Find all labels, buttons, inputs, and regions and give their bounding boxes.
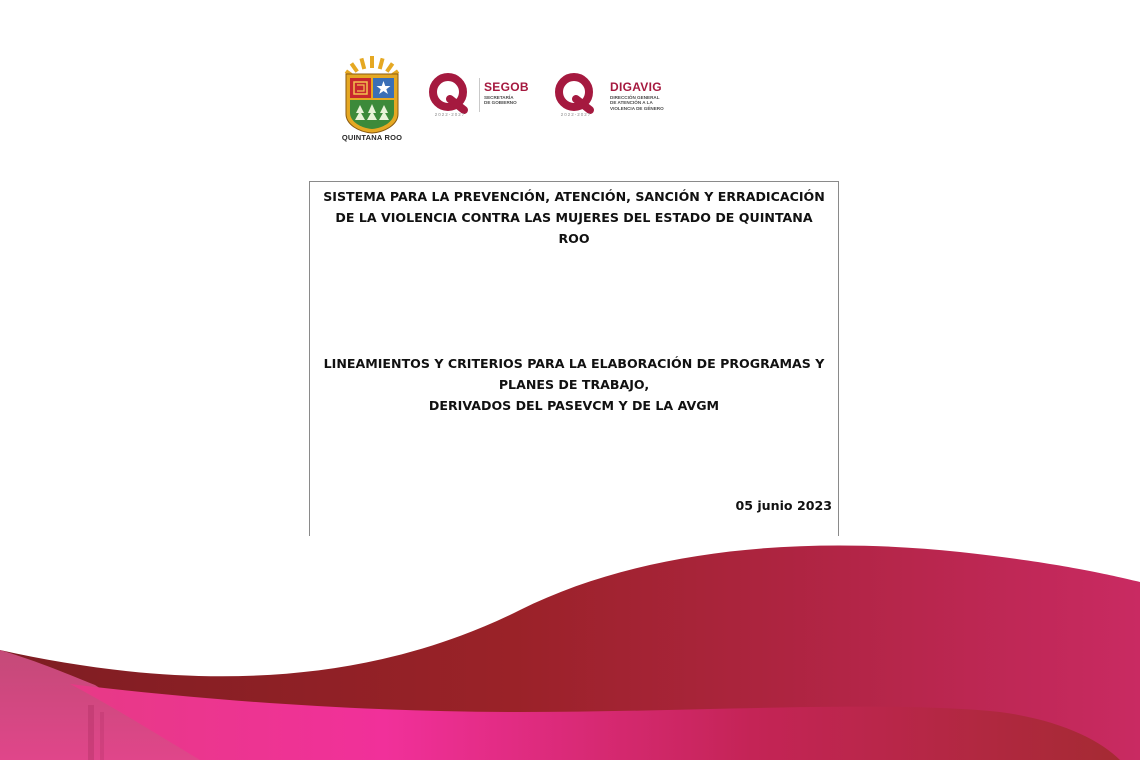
cover-text-frame	[309, 181, 839, 536]
segob-name: SEGOB	[484, 80, 529, 94]
digavig-name: DIGAVIG	[610, 80, 662, 94]
digavig-subtitle: DIRECCIÓN GENERAL DE ATENCIÓN A LA VIOLENCIA DE GÉNERO	[610, 95, 664, 111]
segob-logo	[426, 72, 538, 122]
document-subtitle: LINEAMIENTOS Y CRITERIOS PARA LA ELABORACIÓN DE PROGRAMAS Y PLANES DE TRABAJO, DERIVADOS DEL PASEVCM Y DE LA AVGM	[323, 356, 825, 413]
quintana-roo-logo	[340, 56, 404, 146]
header-logos	[340, 56, 690, 146]
quintana-roo-label: QUINTANA ROO	[341, 133, 403, 142]
divider	[479, 78, 480, 112]
document-title: SISTEMA PARA LA PREVENCIÓN, ATENCIÓN, SANCIÓN Y ERRADICACIÓN DE LA VIOLENCIA CONTRA LAS MUJERES DEL ESTADO DE QUINTANA ROO	[323, 189, 825, 246]
digavig-year: 2022-2027	[560, 112, 592, 117]
digavig-logo	[552, 72, 692, 122]
document-date: 05 junio 2023	[735, 498, 832, 513]
quintana-roo-shield-icon	[340, 56, 404, 134]
segob-year: 2022-2027	[434, 112, 466, 117]
segob-subtitle: SECRETARÍA DE GOBIERNO	[484, 95, 517, 106]
